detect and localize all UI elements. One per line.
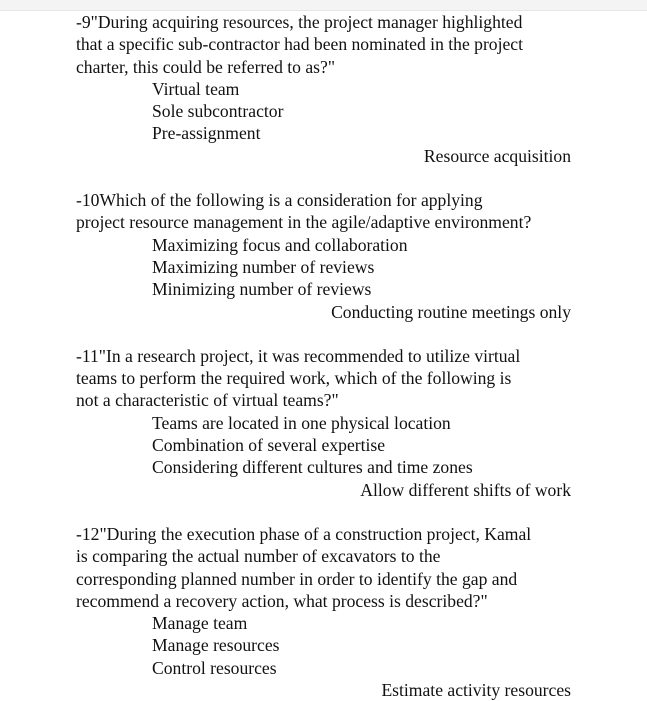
question-9: [76, 11, 576, 167]
question-spacer: [76, 167, 576, 189]
question-text-line: -11"In a research project, it was recommended to utilize virtual: [76, 345, 521, 366]
question-spacer: [76, 323, 576, 345]
question-12: [76, 523, 576, 701]
question-text-line: charter, this could be referred to as?": [76, 56, 336, 77]
answer-option[interactable]: Combination of several expertise: [152, 435, 386, 456]
question-text-line: is comparing the actual number of excavators to the: [76, 546, 441, 567]
question-11: [76, 345, 576, 501]
answer-option[interactable]: Virtual team: [152, 78, 240, 99]
question-text-line: -9"During acquiring resources, the project manager highlighted: [76, 12, 523, 32]
answer-option[interactable]: Manage resources: [152, 635, 280, 656]
answer-option[interactable]: Minimizing number of reviews: [152, 279, 372, 300]
question-text-line: -10Which of the following is a consideration for applying: [76, 190, 483, 211]
question-spacer: [76, 501, 576, 523]
question-text-line: corresponding planned number in order to identify the gap and: [76, 568, 518, 589]
answer-option[interactable]: Maximizing number of reviews: [152, 256, 375, 277]
question-text-line: recommend a recovery action, what process is described?": [76, 590, 488, 611]
answer-option[interactable]: Maximizing focus and collaboration: [152, 234, 408, 255]
question-text-line: -12"During the execution phase of a construction project, Kamal: [76, 523, 532, 544]
answer-option[interactable]: Control resources: [152, 657, 277, 678]
answer-option[interactable]: Pre-assignment: [152, 123, 261, 144]
answer-option-last[interactable]: Estimate activity resources: [381, 680, 571, 701]
top-bar: [0, 0, 647, 11]
answer-option-last[interactable]: Conducting routine meetings only: [331, 301, 571, 322]
question-text-line: teams to perform the required work, which of the following is: [76, 368, 512, 389]
question-text-line: that a specific sub-contractor had been nominated in the project: [76, 34, 523, 55]
answer-option[interactable]: Manage team: [152, 613, 248, 634]
question-10: [76, 189, 576, 323]
answer-option-last[interactable]: Resource acquisition: [423, 145, 571, 166]
answer-option-last[interactable]: Allow different shifts of work: [360, 479, 571, 500]
answer-option[interactable]: Teams are located in one physical location: [152, 412, 451, 433]
document-body: [76, 11, 576, 701]
answer-option[interactable]: Sole subcontractor: [152, 101, 284, 122]
question-text-line: not a characteristic of virtual teams?": [76, 390, 339, 411]
question-text-line: project resource management in the agile/adaptive environment?: [76, 212, 532, 233]
answer-option[interactable]: Considering different cultures and time zones: [152, 457, 473, 478]
